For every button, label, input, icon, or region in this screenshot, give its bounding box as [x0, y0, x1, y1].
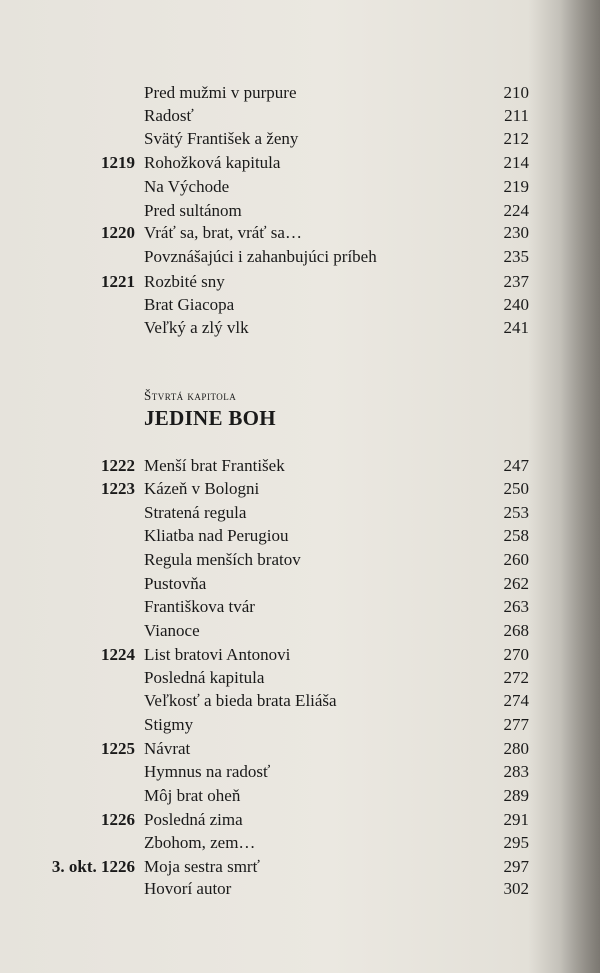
toc-page-number: 247: [503, 456, 529, 475]
toc-entry: [0, 548, 600, 572]
toc-page-number: 219: [503, 177, 529, 196]
toc-title: Menší brat František: [144, 456, 285, 475]
toc-page-number: 214: [503, 153, 529, 172]
toc-year: 3. okt. 1226: [51, 857, 135, 876]
toc-entry: [0, 572, 600, 596]
toc-page-number: 241: [503, 318, 529, 337]
toc-page-number: 230: [503, 223, 529, 242]
toc-page-number: 297: [503, 857, 529, 876]
toc-page-number: 262: [503, 574, 529, 593]
toc-page-number: 260: [503, 550, 529, 569]
toc-page-number: 274: [503, 691, 529, 710]
toc-title: Brat Giacopa: [144, 295, 235, 314]
toc-entry: [0, 104, 600, 128]
toc-title: Stratená regula: [144, 503, 247, 522]
toc-entry: [0, 127, 600, 151]
toc-year: 1220: [101, 223, 135, 242]
toc-page-number: 289: [503, 786, 529, 805]
toc-entry: [0, 666, 600, 690]
toc-title: Pred mužmi v purpure: [144, 83, 297, 102]
toc-entry: [0, 689, 600, 713]
toc-page-number: 253: [503, 503, 529, 522]
toc-year: 1225: [101, 739, 135, 758]
chapter-label: Štvrtá kapitola: [144, 388, 237, 403]
toc-title: Františkova tvár: [144, 597, 255, 616]
toc-entry: [0, 643, 600, 667]
toc-entry: [0, 221, 600, 245]
toc-title: Pred sultánom: [144, 201, 242, 220]
toc-title: Veľkosť a bieda brata Eliáša: [144, 691, 337, 710]
toc-title: Môj brat oheň: [144, 786, 241, 805]
toc-page-number: 210: [503, 83, 529, 102]
toc-page-number: 283: [503, 762, 529, 781]
toc-year: 1223: [101, 479, 135, 498]
toc-entry: [0, 175, 600, 199]
toc-year: 1222: [101, 456, 135, 475]
toc-title: Povznášajúci i zahanbujúci príbeh: [144, 247, 377, 266]
toc-title: Vráť sa, brat, vráť sa…: [144, 223, 302, 242]
toc-entry: [0, 245, 600, 269]
toc-title: Rozbité sny: [144, 272, 225, 291]
toc-entry: [0, 270, 600, 294]
toc-title: Radosť: [144, 106, 194, 125]
chapter-title: JEDINE BOH: [144, 406, 276, 430]
toc-entry: [0, 713, 600, 737]
toc-page-number: 237: [503, 272, 529, 291]
toc-title: Stigmy: [144, 715, 194, 734]
toc-title: Posledná kapitula: [144, 668, 265, 687]
toc-page-number: 277: [503, 715, 529, 734]
toc-title: Hovorí autor: [144, 879, 232, 898]
toc-page-number: 272: [503, 668, 529, 687]
toc-title: Pustovňa: [144, 574, 207, 593]
toc-entry: [0, 760, 600, 784]
toc-page-number: 235: [503, 247, 529, 266]
toc-title: List bratovi Antonovi: [144, 645, 291, 664]
toc-title: Vianoce: [144, 621, 200, 640]
toc-page-number: 212: [503, 129, 529, 148]
toc-entry: [0, 784, 600, 808]
toc-page-number: 224: [503, 201, 529, 220]
toc-entry: [0, 524, 600, 548]
toc-entry: [0, 877, 600, 901]
toc-title: Svätý František a ženy: [144, 129, 299, 148]
toc-page-number: 291: [503, 810, 529, 829]
toc-page-number: 268: [503, 621, 529, 640]
toc-entry: [0, 151, 600, 175]
toc-page-number: 280: [503, 739, 529, 758]
toc-entry: [0, 737, 600, 761]
toc-page-number: 211: [504, 106, 529, 125]
toc-entry: [0, 595, 600, 619]
toc-title: Veľký a zlý vlk: [144, 318, 249, 337]
toc-page-number: 263: [503, 597, 529, 616]
toc-entry: [0, 199, 600, 223]
toc-entry: [0, 501, 600, 525]
toc-year: 1224: [101, 645, 135, 664]
toc-page-number: 270: [503, 645, 529, 664]
toc-title: Regula menších bratov: [144, 550, 301, 569]
toc-title: Na Východe: [144, 177, 230, 196]
toc-entry: [0, 855, 600, 879]
toc-year: 1221: [101, 272, 135, 291]
toc-title: Hymnus na radosť: [144, 762, 271, 781]
toc-title: Návrat: [144, 739, 191, 758]
toc-page-number: 240: [503, 295, 529, 314]
toc-entry: [0, 454, 600, 478]
toc-title: Rohožková kapitula: [144, 153, 281, 172]
toc-title: Kliatba nad Perugiou: [144, 526, 289, 545]
toc-entry: [0, 81, 600, 105]
toc-page-number: 302: [503, 879, 529, 898]
toc-year: 1219: [101, 153, 135, 172]
toc-entry: [0, 831, 600, 855]
toc-entry: [0, 808, 600, 832]
toc-page-number: 295: [503, 833, 529, 852]
toc-title: Zbohom, zem…: [144, 833, 256, 852]
toc-page-number: 250: [503, 479, 529, 498]
toc-year: 1226: [101, 810, 135, 829]
toc-entry: [0, 477, 600, 501]
toc-entry: [0, 316, 600, 340]
toc-entry: [0, 293, 600, 317]
toc-title: Kázeň v Bologni: [144, 479, 260, 498]
toc-entry: [0, 619, 600, 643]
toc-page-number: 258: [503, 526, 529, 545]
toc-title: Moja sestra smrť: [144, 857, 260, 876]
toc-title: Posledná zima: [144, 810, 243, 829]
